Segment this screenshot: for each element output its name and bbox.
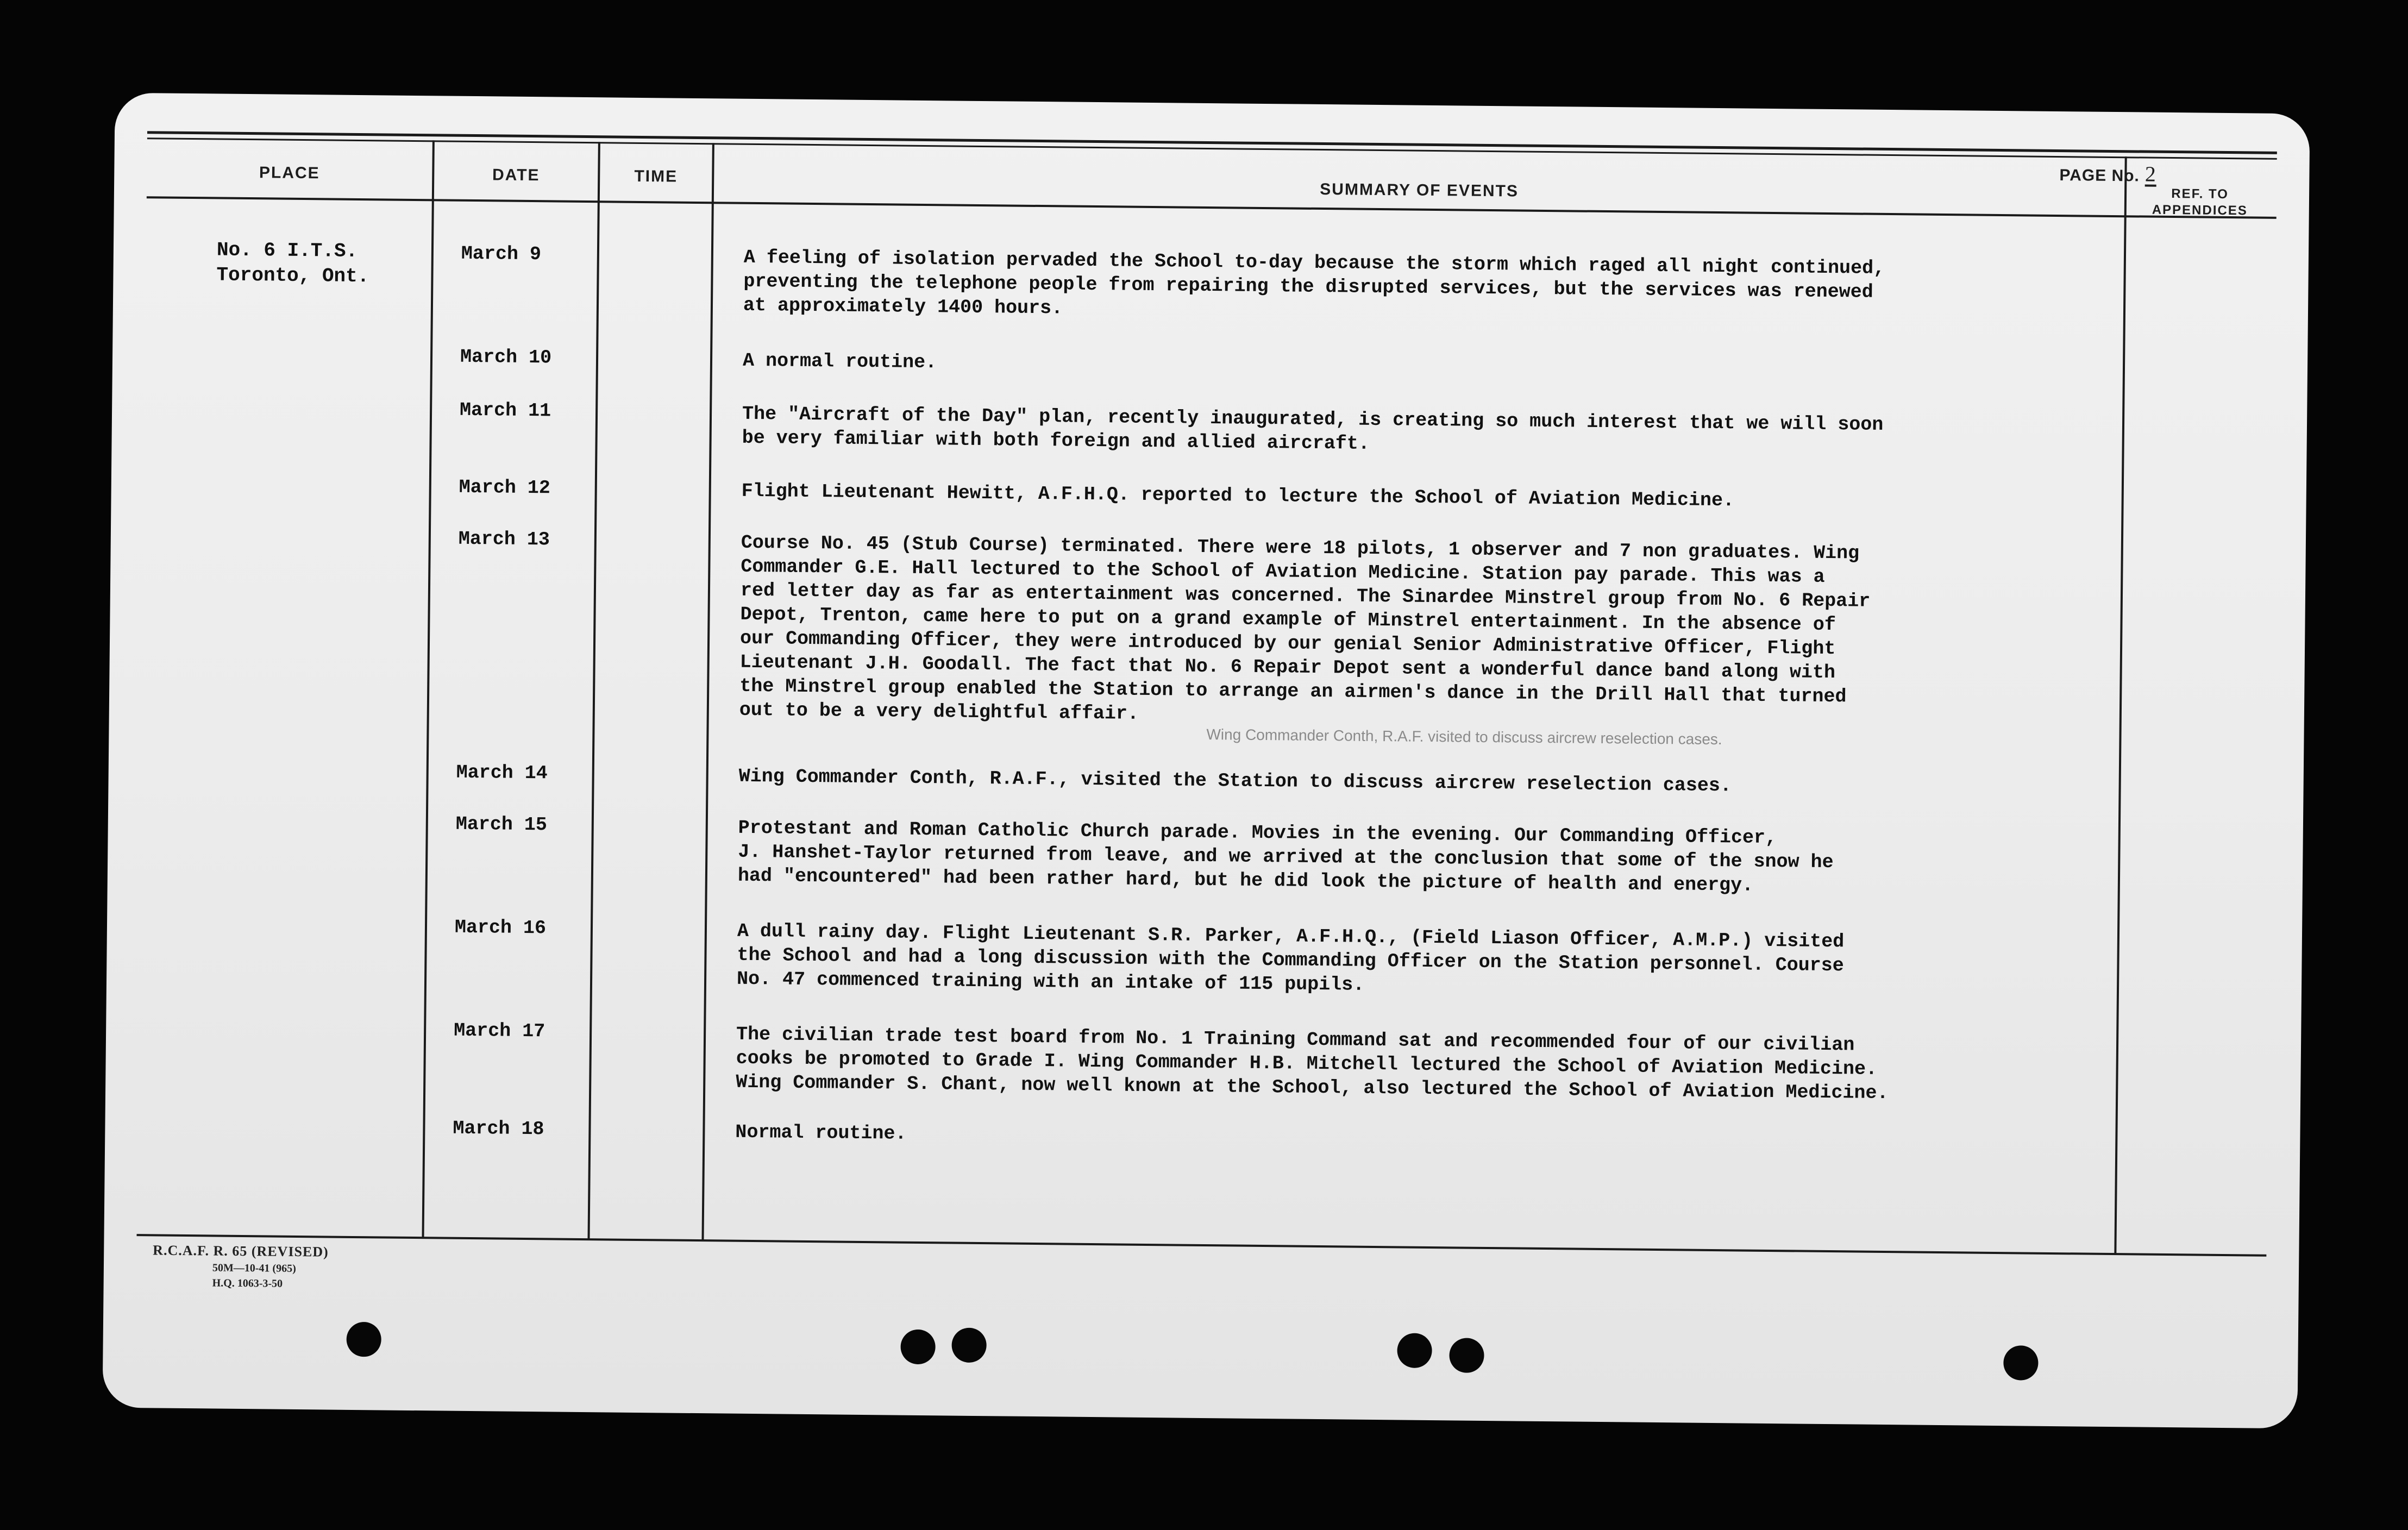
entry-text: A feeling of isolation pervaded the School to-day because the storm which raged all night continued, preventing the telephone people from repairing the disrupted services, but the services was renewed at approximately 1400 hours. [743, 246, 1885, 319]
form-number: R.C.A.F. R. 65 (REVISED) [153, 1242, 329, 1260]
entry-text: A dull rainy day. Flight Lieutenant S.R. Parker, A.F.H.Q., (Field Liason Officer, A.M.P.) visited the School and had a long discussion with the Commanding Officer on the Station personnel. Course No. 47 commenced training with an intake of 115 pupils. [736, 920, 1845, 996]
divider-summary-ref [2114, 156, 2127, 1254]
entry-date: March 10 [460, 346, 552, 369]
entry-date: March 14 [456, 761, 548, 785]
entry-date: March 12 [459, 476, 550, 499]
page-number-value: 2 [2144, 161, 2157, 186]
entry-text: Course No. 45 (Stub Course) terminated. There were 18 pilots, 1 observer and 7 non graduates. Wing Commander G.E. Hall lectured to the School of Aviation Medicine. Station pay parade. This was a red letter day as far as entertainment was concerned. The Sinardee Minstrel group from No. 6 Repair Depot, Trenton, came here to put on a grand example of Minstrel entertainment. In the absence of our Commanding Officer, they were introduced by our genial Senior Administrative Officer, Flight Lieutenant J.H. Goodall. The fact that No. 6 Repair Depot sent a wonderful dance band along with the Minstrel group enabled the Station to arrange an airmen's dance in the Drill Hall that turned out to be a very delightful affair. [739, 531, 1871, 725]
entry-text: Normal routine. [735, 1121, 907, 1145]
entry-date: March 11 [459, 399, 551, 422]
page-number [2059, 160, 2156, 187]
entry-text: A normal routine. [742, 349, 937, 374]
place-cell: No. 6 I.T.S. Toronto, Ont. [216, 239, 369, 288]
entry-date: March 15 [455, 813, 548, 836]
page-number-label: PAGE No. [2059, 166, 2140, 185]
diary-form-card [102, 93, 2310, 1429]
punch-hole [900, 1330, 936, 1365]
form-hq-ref: H.Q. 1063-3-50 [212, 1277, 283, 1290]
ghost-text: Wing Commander Conth, R.A.F. visited to discuss aircrew reselection cases. [1206, 726, 1722, 748]
punch-hole [346, 1322, 381, 1357]
form-print-run: 50M—10-41 (965) [212, 1262, 296, 1275]
col-header-place: PLACE [259, 164, 320, 183]
top-rule [147, 131, 2277, 154]
col-header-date: DATE [492, 166, 540, 185]
punch-hole [1397, 1333, 1432, 1368]
col-header-summary: SUMMARY OF EVENTS [1320, 180, 1519, 200]
entry-text: The civilian trade test board from No. 1 Training Command sat and recommended four of our civilian cooks be promoted to Grade I. Wing Commander H.B. Mitchell lectured the School of Aviation Medicine. Wing Commander S. Chant, now well known at the School, also lectured the School of Aviation Medicine. [736, 1023, 1889, 1105]
punch-hole [2003, 1345, 2039, 1381]
entry-date: March 17 [453, 1019, 545, 1043]
col-header-time: TIME [634, 167, 678, 186]
entry-date: March 9 [461, 242, 542, 266]
entry-date: March 13 [458, 528, 550, 551]
punch-hole [951, 1328, 987, 1363]
entry-text: Wing Commander Conth, R.A.F., visited the Station to discuss aircrew reselection cases. [738, 765, 1732, 797]
entry-text: Flight Lieutenant Hewitt, A.F.H.Q. reported to lecture the School of Aviation Medicine. [741, 480, 1735, 512]
bottom-rule [137, 1234, 2267, 1257]
entry-text: The "Aircraft of the Day" plan, recently inaugurated, is creating so much interest that we will soon be very familiar with both foreign and allied aircraft. [742, 403, 1884, 455]
punch-hole [1449, 1338, 1484, 1373]
divider-place-date [422, 140, 435, 1238]
divider-time-summary [701, 143, 714, 1240]
divider-date-time [587, 142, 600, 1239]
entry-date: March 16 [454, 916, 547, 939]
col-header-ref: REF. TO APPENDICES [2152, 186, 2248, 218]
entry-date: March 18 [453, 1117, 544, 1140]
entry-text: Protestant and Roman Catholic Church parade. Movies in the evening. Our Commanding Officer, J. Hanshet-Taylor returned from leave, and we arrived at the conclusion that some of the snow he had "encountered" had been rather hard, but he did look the picture of health and energy. [737, 817, 1834, 896]
